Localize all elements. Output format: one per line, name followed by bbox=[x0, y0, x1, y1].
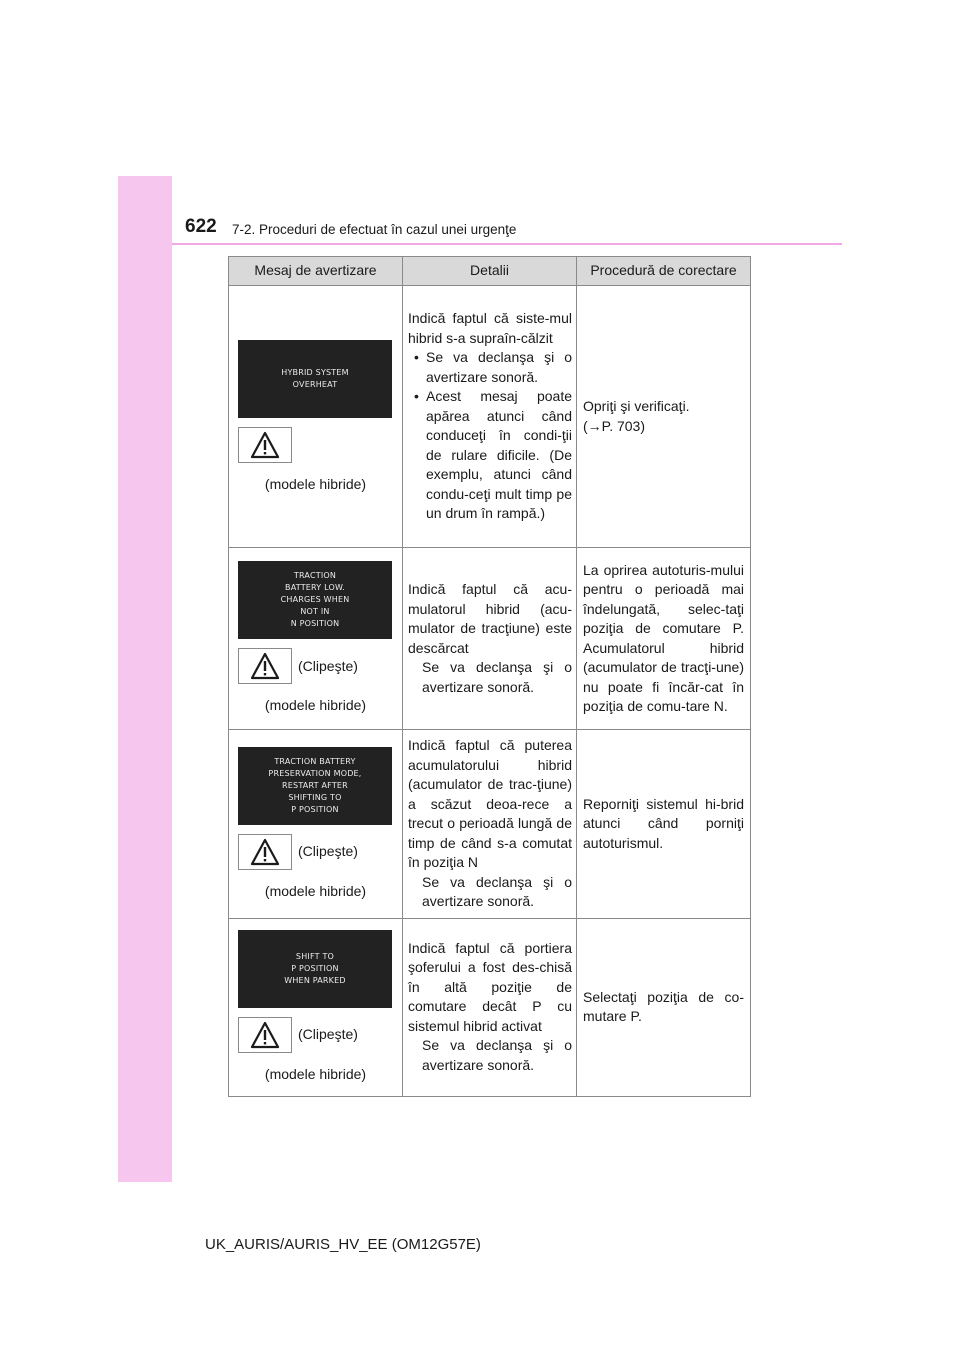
display-screen bbox=[238, 561, 392, 639]
column-header-procedure: Procedură de corectare bbox=[577, 257, 751, 286]
model-note: (modele hibride) bbox=[264, 1065, 367, 1082]
procedure-text: Reporniţi sistemul hi-brid atunci când porniţi autoturismul. bbox=[583, 795, 744, 851]
procedure-cell bbox=[577, 548, 751, 730]
warning-indicator bbox=[238, 648, 402, 684]
header-rule bbox=[172, 243, 842, 245]
warning-triangle-icon bbox=[250, 431, 280, 459]
warning-box bbox=[238, 427, 292, 463]
details-cell bbox=[403, 286, 577, 548]
warning-indicator bbox=[238, 427, 402, 463]
details-intro: Indică faptul că siste-mul hibrid s-a supraîn-călzit bbox=[408, 310, 572, 346]
table-row bbox=[229, 286, 751, 548]
procedure-text: La oprirea autoturis-mului pentru o perioadă mai îndelungată, selec-taţi poziţia de comutare P. Acumulatorul hibrid (acumulator de tracţi-une) nu poate fi încăr-cat în poziţia de comu-tare N. bbox=[583, 561, 744, 714]
warning-triangle-icon bbox=[250, 1021, 280, 1049]
display-screen bbox=[238, 747, 392, 825]
warning-box bbox=[238, 834, 292, 870]
warning-indicator bbox=[238, 834, 402, 870]
message-cell bbox=[229, 286, 403, 548]
details-note: Se va declanşa şi o avertizare sonoră. bbox=[422, 659, 572, 695]
display-message: TRACTION BATTERY LOW. CHARGES WHEN NOT IN N POSITION bbox=[280, 571, 350, 629]
page-number: 622 bbox=[185, 216, 217, 237]
table-row bbox=[229, 918, 751, 1096]
display-screen bbox=[238, 340, 392, 418]
message-cell bbox=[229, 548, 403, 730]
procedure-cell bbox=[577, 730, 751, 919]
warning-box bbox=[238, 1017, 292, 1053]
document-code: UK_AURIS/AURIS_HV_EE (OM12G57E) bbox=[205, 1236, 481, 1253]
details-bullet: • Acest mesaj poate apărea atunci când conduceţi în condi-ţii de rulare dificile. (De exemplu, atunci când condu-ceţi mult timp pe un drum în rampă.) bbox=[408, 387, 572, 524]
details-cell bbox=[403, 918, 577, 1096]
warning-triangle-icon bbox=[250, 652, 280, 680]
display-message: TRACTION BATTERY PRESERVATION MODE, RESTART AFTER SHIFTING TO P POSITION bbox=[268, 756, 362, 814]
model-note: (modele hibride) bbox=[264, 882, 367, 899]
display-message: SHIFT TO P POSITION WHEN PARKED bbox=[284, 951, 346, 985]
details-note: Se va declanşa şi o avertizare sonoră. bbox=[422, 1037, 572, 1073]
blink-label: (Clipeşte) bbox=[298, 842, 358, 859]
column-header-message: Mesaj de avertizare bbox=[229, 257, 403, 286]
table-row bbox=[229, 730, 751, 919]
procedure-text: Selectaţi poziţia de co-mutare P. bbox=[583, 988, 744, 1024]
warning-indicator bbox=[238, 1017, 402, 1053]
details-intro: Indică faptul că portiera şoferului a fost des-chisă în altă poziţie de comutare decât P cu sistemul hibrid activat bbox=[408, 939, 572, 1034]
table-header-row bbox=[229, 257, 751, 286]
blink-label: (Clipeşte) bbox=[298, 657, 358, 674]
warning-message-table bbox=[228, 256, 751, 1097]
display-screen bbox=[238, 930, 392, 1008]
procedure-cell bbox=[577, 918, 751, 1096]
table-row bbox=[229, 548, 751, 730]
details-bullet: • Se va declanşa şi o avertizare sonoră. bbox=[408, 348, 572, 387]
chapter-title: 7-2. Proceduri de efectuat în cazul unei urgenţe bbox=[232, 222, 517, 237]
details-note: Se va declanşa şi o avertizare sonoră. bbox=[422, 873, 572, 909]
chapter-side-tab bbox=[118, 176, 172, 1182]
procedure-text: Opriţi şi verificaţi. (→P. 703) bbox=[583, 398, 690, 434]
details-intro: Indică faptul că acu-mulatorul hibrid (acu-mulator de tracţiune) este descărcat bbox=[408, 581, 572, 656]
message-cell bbox=[229, 730, 403, 919]
details-intro: Indică faptul că puterea acumulatorului hibrid (acumulator de trac-ţiune) a scăzut deoa-rece a trecut o perioadă lungă de timp de când s-a comutat în poziţia N bbox=[408, 737, 572, 870]
warning-triangle-icon bbox=[250, 838, 280, 866]
display-message: HYBRID SYSTEM OVERHEAT bbox=[281, 368, 349, 390]
column-header-details: Detalii bbox=[403, 257, 577, 286]
details-cell bbox=[403, 730, 577, 919]
details-cell bbox=[403, 548, 577, 730]
model-note: (modele hibride) bbox=[264, 697, 367, 714]
procedure-cell bbox=[577, 286, 751, 548]
blink-label: (Clipeşte) bbox=[298, 1026, 358, 1042]
warning-box bbox=[238, 648, 292, 684]
model-note: (modele hibride) bbox=[264, 476, 367, 493]
message-cell bbox=[229, 918, 403, 1096]
